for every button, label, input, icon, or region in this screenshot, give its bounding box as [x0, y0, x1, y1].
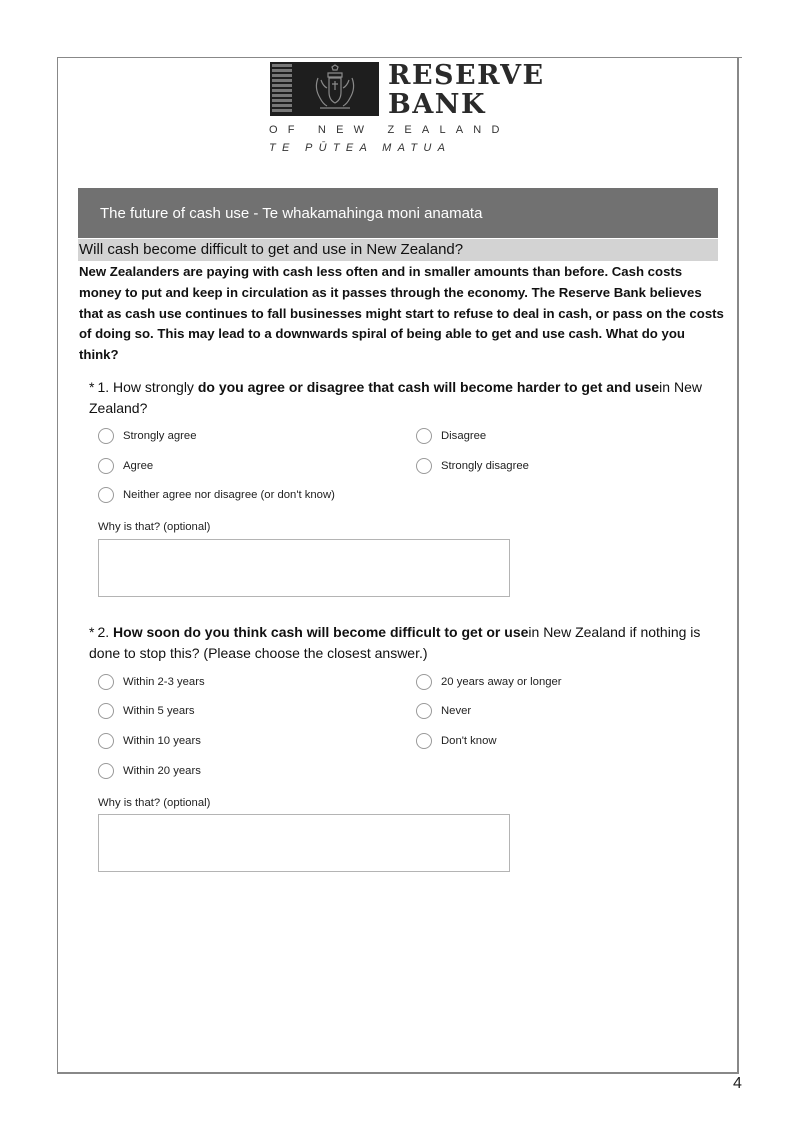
- radio-label[interactable]: Disagree: [441, 430, 487, 442]
- logo-stripes: [272, 64, 292, 114]
- q2-option-within-5-years[interactable]: [98, 701, 195, 721]
- radio-button[interactable]: [98, 703, 114, 719]
- section-header: [78, 188, 718, 238]
- radio-label[interactable]: Within 10 years: [123, 735, 201, 747]
- question-1-suffix: in New Zealand?: [89, 379, 702, 416]
- required-marker: *: [89, 624, 95, 640]
- radio-button[interactable]: [98, 763, 114, 779]
- radio-button[interactable]: [98, 487, 114, 503]
- radio-button[interactable]: [98, 428, 114, 444]
- q2-option-dont-know[interactable]: [416, 731, 497, 751]
- q2-comment-input[interactable]: [98, 814, 510, 872]
- radio-button[interactable]: [416, 674, 432, 690]
- question-1-prefix: 1. How strongly: [97, 379, 198, 395]
- section-title: The future of cash use - Te whakamahinga moni anamata: [100, 205, 483, 222]
- logo-text-maori: TE PŪTEA MATUA: [269, 142, 452, 154]
- radio-label[interactable]: Within 20 years: [123, 765, 201, 777]
- q2-option-within-2-3-years[interactable]: [98, 672, 205, 692]
- radio-label[interactable]: Strongly agree: [123, 430, 197, 442]
- radio-label[interactable]: Within 5 years: [123, 705, 195, 717]
- question-1-text: [89, 377, 729, 419]
- logo-text-bank: BANK: [388, 89, 486, 120]
- reserve-bank-logo: [269, 60, 545, 157]
- required-marker: *: [89, 379, 95, 395]
- q2-option-20-years-or-longer[interactable]: [416, 672, 562, 692]
- radio-button[interactable]: [416, 458, 432, 474]
- page-number: 4: [733, 1075, 742, 1092]
- radio-label[interactable]: Agree: [123, 460, 154, 472]
- q1-option-disagree[interactable]: [416, 426, 486, 446]
- section-subtitle: Will cash become difficult to get and use in New Zealand?: [79, 241, 464, 258]
- section-subheader: [78, 239, 718, 261]
- radio-button[interactable]: [416, 428, 432, 444]
- logo-text-new-zealand: OF NEW ZEALAND: [269, 124, 510, 136]
- q1-option-agree[interactable]: [98, 456, 153, 476]
- question-2-suffix: in New Zealand if nothing is done to stop this? (Please choose the closest answer.): [89, 624, 701, 661]
- q2-option-never[interactable]: [416, 701, 471, 721]
- radio-button[interactable]: [98, 458, 114, 474]
- intro-paragraph: New Zealanders are paying with cash less often and in smaller amounts than before. Cash costs money to put and keep in circulation as it passes through the economy. The Reserve Bank believes that as cash use continues to fall businesses might start to refuse to deal in cash, or pass on the costs of doing so. This may lead to a downwards spiral of being able to get and use cash. What do you think?: [79, 264, 724, 363]
- radio-button[interactable]: [98, 733, 114, 749]
- radio-label[interactable]: Never: [441, 705, 472, 717]
- question-2-prefix: 2.: [97, 624, 114, 640]
- q2-option-within-20-years[interactable]: [98, 761, 201, 781]
- coat-of-arms-icon: [310, 64, 360, 114]
- question-1-bold: do you agree or disagree that cash will become harder to get and use: [197, 379, 660, 395]
- radio-button[interactable]: [98, 674, 114, 690]
- frame-corner: [737, 57, 742, 58]
- radio-label[interactable]: 20 years away or longer: [441, 676, 562, 688]
- q1-comment-input[interactable]: [98, 539, 510, 597]
- logo-emblem-block: [270, 62, 379, 116]
- q2-option-within-10-years[interactable]: [98, 731, 201, 751]
- q1-option-strongly-disagree[interactable]: [416, 456, 529, 476]
- radio-label[interactable]: Neither agree nor disagree (or don't know): [123, 489, 335, 501]
- radio-label[interactable]: Strongly disagree: [441, 460, 529, 472]
- radio-label[interactable]: Within 2-3 years: [123, 676, 205, 688]
- radio-button[interactable]: [416, 733, 432, 749]
- q2-comment-label: Why is that? (optional): [98, 797, 211, 809]
- logo-text-reserve: RESERVE: [388, 60, 545, 91]
- radio-button[interactable]: [416, 703, 432, 719]
- q1-option-neither[interactable]: [98, 485, 335, 505]
- q1-comment-label: Why is that? (optional): [98, 521, 211, 533]
- radio-label[interactable]: Don't know: [441, 735, 497, 747]
- q1-option-strongly-agree[interactable]: [98, 426, 196, 446]
- question-2-text: [89, 622, 729, 664]
- question-2-bold: How soon do you think cash will become difficult to get or use: [113, 624, 529, 640]
